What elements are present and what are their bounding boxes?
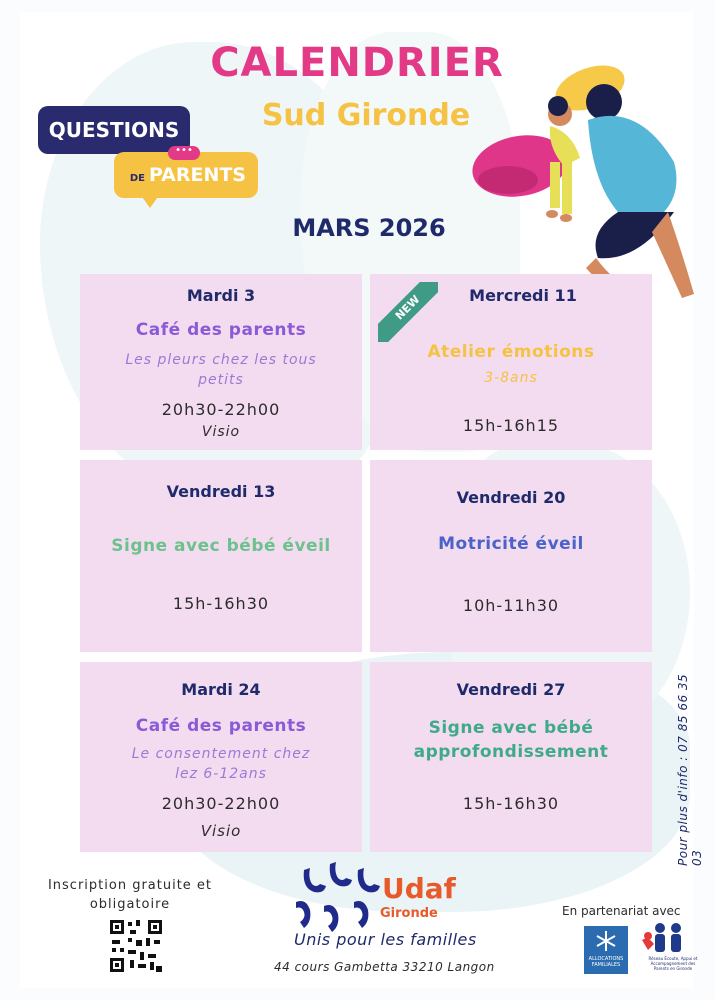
event-card: [80, 662, 362, 852]
month-heading: MARS 2026: [292, 214, 446, 242]
reaap-logo: [640, 920, 700, 976]
event-activity: Signe avec bébé éveil: [111, 536, 331, 556]
inscription-text: Inscription gratuite et obligatoire: [47, 878, 213, 912]
logo-dots: •••: [168, 146, 200, 160]
event-time: 15h-16h15: [462, 416, 560, 435]
parent-baby-illustration: [468, 62, 704, 302]
logo-bubble-tail: [140, 194, 160, 208]
event-time: 10h-11h30: [462, 596, 560, 615]
event-day: Vendredi 13: [166, 482, 276, 501]
event-subtitle: Le consentement chez lez 6-12ans: [131, 746, 311, 782]
event-card: [370, 662, 652, 852]
event-activity: Signe avec bébé approfondissement: [413, 718, 609, 762]
event-time: 15h-16h30: [172, 594, 270, 613]
page-title: CALENDRIER: [210, 40, 504, 86]
event-subtitle: Les pleurs chez les tous petits: [125, 352, 317, 388]
logo-bubble-questions: QUESTIONS: [38, 106, 190, 154]
event-activity: Café des parents: [135, 716, 307, 736]
address: 44 cours Gambetta 33210 Langon: [274, 960, 495, 974]
event-day: Mardi 3: [186, 286, 256, 305]
udaf-logo-mark: [294, 858, 384, 938]
udaf-tagline: Unis pour les familles: [294, 930, 477, 949]
event-place: Visio: [200, 822, 242, 840]
qr-code[interactable]: [108, 918, 164, 974]
reaap-figures-icon: [640, 920, 700, 956]
new-badge-label: NEW: [378, 282, 438, 342]
event-time: 15h-16h30: [462, 794, 560, 813]
event-day: Mardi 24: [181, 680, 261, 699]
page-subtitle: Sud Gironde: [261, 98, 471, 133]
event-activity: Motricité éveil: [438, 534, 584, 554]
event-subtitle: 3-8ans: [484, 370, 538, 386]
event-card: [80, 274, 362, 450]
udaf-name: Udaf: [382, 872, 456, 905]
caf-label: ALLOCATIONS FAMILIALES: [588, 956, 624, 968]
event-time: 20h30-22h00: [161, 400, 281, 419]
event-place: Visio: [201, 424, 241, 440]
event-activity: Atelier émotions: [427, 342, 595, 362]
event-card: [370, 460, 652, 652]
partner-label: En partenariat avec: [562, 904, 681, 918]
contact-info-vertical: Pour plus d'info : 07 85 66 35 03: [676, 673, 704, 866]
new-badge: [378, 282, 438, 342]
event-time: 20h30-22h00: [161, 794, 281, 813]
event-day: Mercredi 11: [469, 286, 577, 305]
caf-snowflake-icon: [596, 930, 616, 952]
event-day: Vendredi 27: [456, 680, 566, 699]
event-activity: Café des parents: [135, 320, 307, 340]
logo-small-de: DE: [129, 173, 145, 184]
event-card: [80, 460, 362, 652]
logo-parents-text: PARENTS: [148, 164, 246, 186]
reaap-label: Réseau Écoute, Appui et Accompagnement des Parents en Gironde: [648, 956, 698, 971]
caf-logo: [584, 926, 628, 974]
event-day: Vendredi 20: [456, 488, 566, 507]
questions-de-parents-logo: [38, 106, 258, 212]
udaf-subtitle: Gironde: [380, 906, 438, 921]
